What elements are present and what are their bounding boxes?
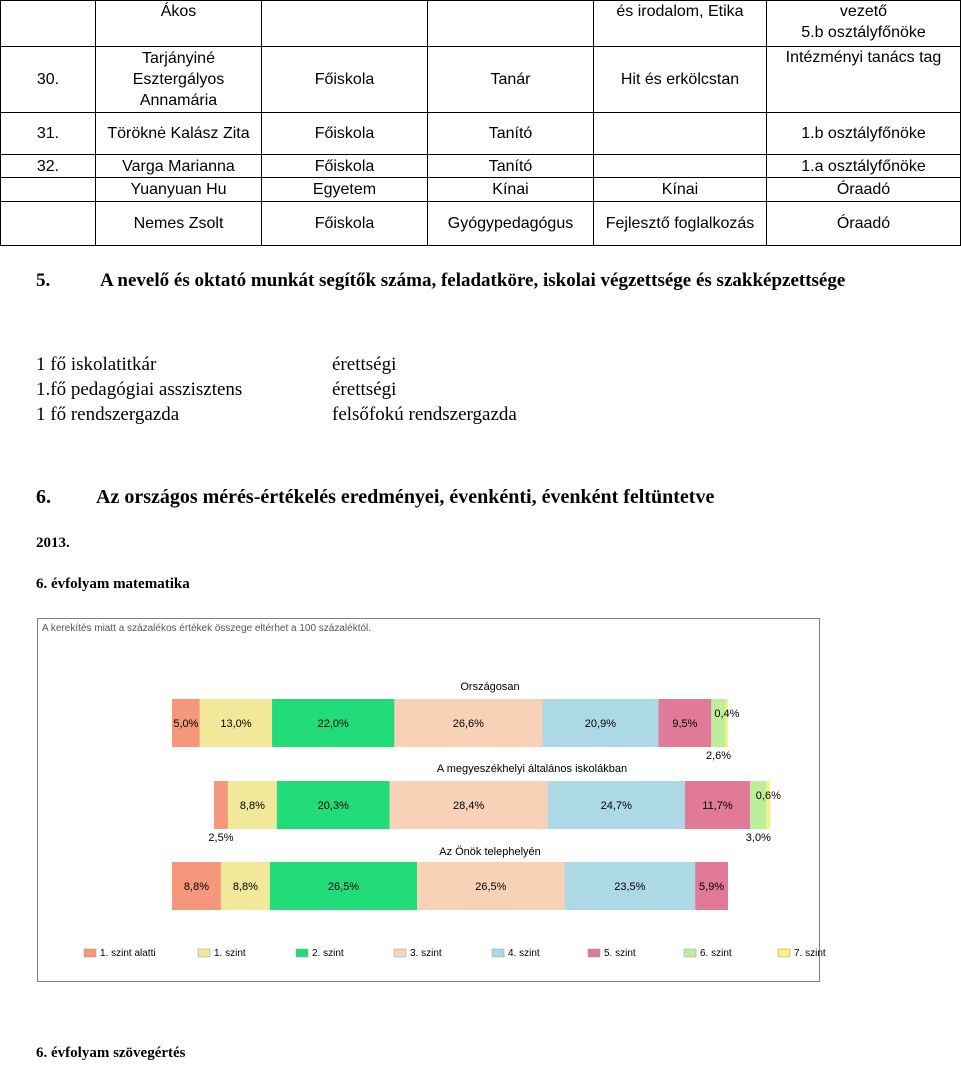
cell-extra: Óraadó — [767, 178, 961, 202]
staff-table — [0, 0, 961, 246]
section5-heading — [36, 268, 926, 294]
data-label: 28,4% — [453, 800, 485, 812]
data-label: 13,0% — [220, 718, 252, 730]
cell-extra: 1.a osztályfőnöke — [767, 155, 961, 178]
cell-num — [1, 202, 96, 246]
data-label: 5,0% — [173, 718, 199, 730]
list-item — [36, 402, 517, 427]
bar-segment — [750, 781, 767, 829]
data-label: 8,8% — [183, 881, 210, 893]
stacked-bar-chart — [38, 619, 826, 981]
legend-swatch — [394, 949, 406, 957]
group-title: Országosan — [460, 681, 520, 693]
cell-extra: Óraadó — [767, 202, 961, 246]
chart-subtitle: 6. évfolyam matematika — [36, 576, 190, 592]
group-title: A megyeszékhelyi általános iskolákban — [436, 763, 628, 775]
legend-swatch — [778, 949, 790, 957]
data-label: 3,0% — [745, 832, 771, 844]
data-label: 5,9% — [699, 881, 725, 893]
cell-num: 31. — [1, 113, 96, 155]
bar-segment — [726, 699, 728, 747]
table-row — [1, 155, 961, 178]
cell-role: Tanár — [428, 47, 594, 113]
section6-number: 6. — [36, 486, 51, 508]
cell-name: Töröknė Kalász Zita — [96, 113, 262, 155]
data-label: 2,5% — [208, 832, 234, 844]
cell-school: Főiskola — [262, 47, 428, 113]
staff-role: 1 fő rendszergazda — [36, 404, 180, 425]
data-label: 26,5% — [475, 881, 507, 893]
data-label: 23,5% — [614, 881, 646, 893]
cell-num — [1, 1, 96, 47]
data-label: 20,3% — [317, 800, 349, 812]
cell-subject: Hit és erkölcstan — [594, 47, 767, 113]
cell-role — [428, 1, 594, 47]
table-row — [1, 178, 961, 202]
cell-name: Ákos — [96, 1, 262, 47]
list-item — [36, 377, 517, 402]
cell-role: Tanító — [428, 113, 594, 155]
cell-extra: Intézményi tanács tag — [767, 47, 961, 113]
data-label: 26,6% — [452, 718, 484, 730]
cell-school: Főiskola — [262, 155, 428, 178]
table-row — [1, 47, 961, 113]
legend-label: 1. szint alatti — [100, 948, 156, 959]
data-label: 24,7% — [600, 800, 632, 812]
staff-role: 1 fő iskolatitkár — [36, 354, 157, 375]
cell-name: Tarjányiné Esztergályos Annamária — [96, 47, 262, 113]
cell-role: Gyógypedagógus — [428, 202, 594, 246]
next-subtitle: 6. évfolyam szövegértés — [36, 1045, 186, 1061]
bar-segment — [711, 699, 725, 747]
cell-role: Tanító — [428, 155, 594, 178]
cell-school — [262, 1, 428, 47]
cell-name: Varga Marianna — [96, 155, 262, 178]
support-staff-list — [36, 352, 517, 427]
list-item — [36, 352, 517, 377]
bar-segment — [767, 781, 770, 829]
data-label: 22,0% — [317, 718, 349, 730]
legend-swatch — [492, 949, 504, 957]
data-label: 8,8% — [239, 800, 265, 812]
legend-swatch — [198, 949, 210, 957]
staff-qualification: érettségi — [332, 379, 397, 400]
section6-title: Az országos mérés-értékelés eredményei, évenkénti, évenként feltüntetve — [96, 486, 715, 508]
cell-subject: Kínai — [594, 178, 767, 202]
results-chart — [37, 618, 826, 982]
cell-school: Egyetem — [262, 178, 428, 202]
data-label: 20,9% — [584, 718, 616, 730]
cell-extra: 1.b osztályfőnöke — [767, 113, 961, 155]
staff-qualification: érettségi — [332, 354, 397, 375]
cell-num: 32. — [1, 155, 96, 178]
table-row — [1, 202, 961, 246]
cell-school: Főiskola — [262, 202, 428, 246]
cell-name: Yuanyuan Hu — [96, 178, 262, 202]
cell-subject: és irodalom, Etika — [594, 1, 767, 47]
cell-subject — [594, 113, 767, 155]
section5-title: A nevelő és oktató munkát segítők száma, feladatköre, iskolai végzettsége és szakképzettsége — [100, 270, 846, 291]
staff-qualification: felsőfokú rendszergazda — [332, 404, 517, 425]
table-row — [1, 1, 961, 47]
bar-segment — [214, 781, 228, 829]
data-label: 9,5% — [672, 718, 698, 730]
legend-label: 1. szint — [214, 948, 246, 959]
chart-note: A kerekítés miatt a százalékos értékek összege eltérhet a 100 százaléktól. — [42, 623, 372, 634]
table-row — [1, 113, 961, 155]
cell-subject — [594, 155, 767, 178]
legend-label: 3. szint — [410, 948, 442, 959]
group-title: Az Önök telephelyén — [439, 846, 541, 858]
legend-label: 2. szint — [312, 948, 344, 959]
legend-label: 5. szint — [604, 948, 636, 959]
data-label: 0,4% — [714, 708, 740, 720]
cell-subject: Fejlesztő foglalkozás — [594, 202, 767, 246]
cell-extra: vezető 5.b osztályfőnöke — [767, 1, 961, 47]
legend-label: 4. szint — [508, 948, 540, 959]
data-label: 0,6% — [755, 790, 781, 802]
data-label: 2,6% — [706, 750, 732, 762]
staff-role: 1.fő pedagógiai asszisztens — [36, 379, 243, 400]
cell-name: Nemes Zsolt — [96, 202, 262, 246]
legend-swatch — [296, 949, 308, 957]
cell-num: 30. — [1, 47, 96, 113]
legend-swatch — [588, 949, 600, 957]
cell-role: Kínai — [428, 178, 594, 202]
data-label: 26,5% — [327, 881, 360, 893]
data-label: 11,7% — [702, 800, 733, 812]
cell-school: Főiskola — [262, 113, 428, 155]
section6-heading — [36, 486, 714, 509]
legend-swatch — [84, 949, 96, 957]
legend-label: 7. szint — [794, 948, 826, 959]
legend-label: 6. szint — [700, 948, 732, 959]
year-label: 2013. — [36, 535, 70, 551]
legend-swatch — [684, 949, 696, 957]
data-label: 8,8% — [232, 881, 258, 893]
section5-number: 5. — [36, 270, 51, 291]
cell-num — [1, 178, 96, 202]
